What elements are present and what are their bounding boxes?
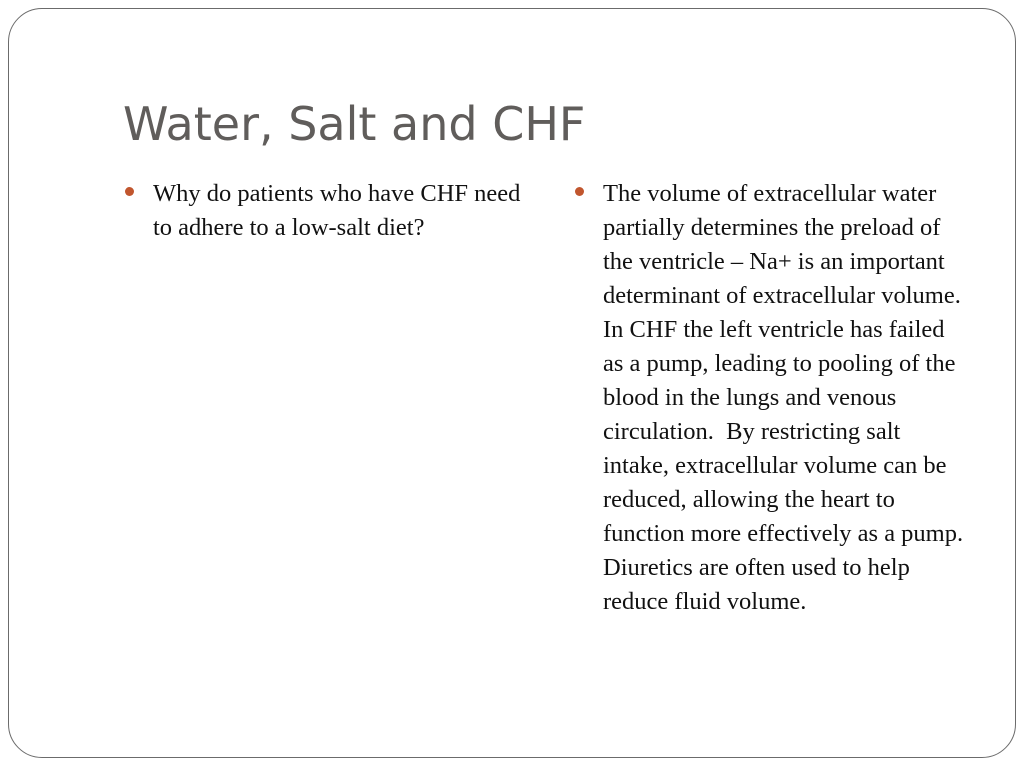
- bullet-dot-icon: [575, 187, 584, 196]
- slide-title: Water, Salt and CHF: [123, 97, 586, 151]
- bullet-text: The volume of extracellular water partially determines the preload of the ventricle – Na+ is an important determinant of extracellular volume. In CHF the left ventricle has failed as a pump, leading to pooling of the blood in the lungs and venous circulation. By restricting salt intake, extracellular volume can be reduced, allowing the heart to function more effectively as a pump. Diuretics are often used to help reduce fluid volume.: [603, 180, 976, 615]
- bullet-text: Why do patients who have CHF need to adhere to a low-salt diet?: [153, 180, 527, 241]
- bullet-item: [125, 177, 525, 245]
- bullet-item: [575, 177, 976, 619]
- right-column: [575, 177, 976, 619]
- slide-frame: [8, 8, 1016, 758]
- left-column: [125, 177, 525, 245]
- bullet-dot-icon: [125, 187, 134, 196]
